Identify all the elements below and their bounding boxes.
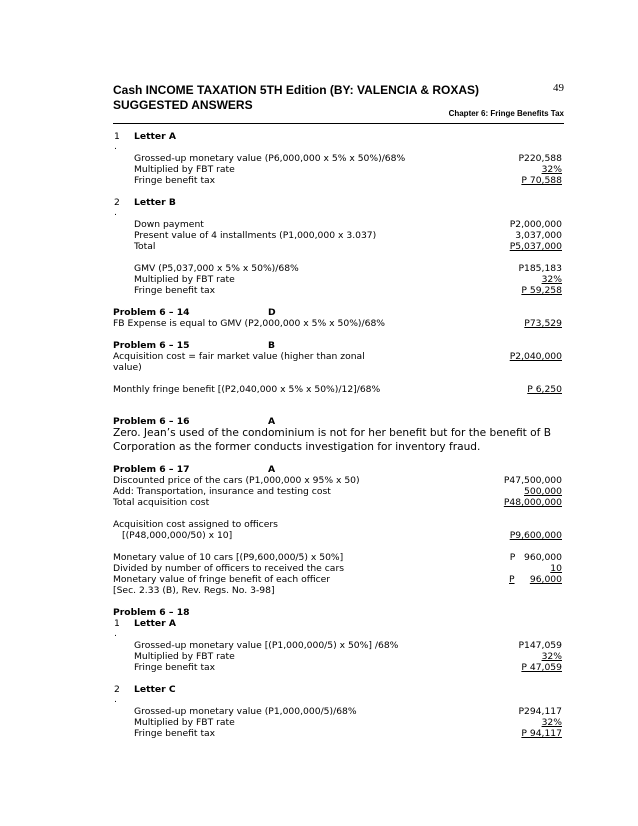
- explanation-text: Zero. Jean’s used of the condominium is not for her benefit but for the benefit of B: [113, 427, 552, 439]
- computation-label: Multiplied by FBT rate: [134, 651, 235, 662]
- computation-label: Fringe benefit tax: [134, 175, 216, 186]
- page-number: 49: [553, 82, 564, 94]
- answer-letter: Letter A: [134, 131, 176, 142]
- computation-value: 32%: [541, 164, 562, 175]
- computation-total: P 59,258: [521, 285, 562, 296]
- computation-value: 10: [550, 563, 562, 574]
- problem-answer: A: [268, 416, 276, 427]
- item-dot: .: [114, 628, 117, 639]
- problem-title: Problem 6 – 18: [113, 607, 190, 618]
- document-subtitle: SUGGESTED ANSWERS: [113, 98, 253, 112]
- computation-label: [(P48,000,000/50) x 10]: [122, 530, 233, 541]
- computation-value: P220,588: [518, 153, 562, 164]
- computation-value: P294,117: [518, 706, 562, 717]
- computation-label-cont: value): [113, 362, 142, 373]
- computation-label: Total: [134, 241, 156, 252]
- item-dot: .: [114, 694, 117, 705]
- problem-title: Problem 6 – 17: [113, 464, 190, 475]
- explanation-text: Corporation as the former conducts investigation for inventory fraud.: [113, 441, 481, 453]
- computation-label: Down payment: [134, 219, 204, 230]
- item-number: 2: [114, 197, 120, 208]
- computation-value: 500,000: [524, 486, 562, 497]
- computation-label: FB Expense is equal to GMV (P2,000,000 x 5% x 50%)/68%: [113, 318, 386, 329]
- computation-value: 3,037,000: [515, 230, 562, 241]
- computation-value: P2,000,000: [509, 219, 562, 230]
- computation-total: P73,529: [524, 318, 562, 329]
- computation-label: Fringe benefit tax: [134, 728, 216, 739]
- computation-label: Total acquisition cost: [113, 497, 210, 508]
- computation-value: 32%: [541, 651, 562, 662]
- computation-label: Acquisition cost = fair market value (higher than zonal: [113, 351, 365, 362]
- computation-label: Divided by number of officers to received the cars: [113, 563, 345, 574]
- computation-total: P 70,588: [521, 175, 562, 186]
- answer-letter: Letter A: [134, 618, 176, 629]
- computation-value: P185,183: [518, 263, 562, 274]
- computation-label: Monthly fringe benefit [(P2,040,000 x 5% x 50%)/12]/68%: [113, 384, 381, 395]
- problem-answer: B: [268, 340, 276, 351]
- computation-label: Fringe benefit tax: [134, 285, 216, 296]
- regulation-reference: [Sec. 2.33 (B), Rev. Regs. No. 3-98]: [113, 585, 275, 596]
- computation-label: Discounted price of the cars (P1,000,000 x 95% x 50): [113, 475, 360, 486]
- header-rule: [113, 123, 564, 124]
- problem-title: Problem 6 – 14: [113, 307, 190, 318]
- computation-total: P48,000,000: [503, 497, 562, 508]
- item-number: 2: [114, 684, 120, 695]
- computation-label: Multiplied by FBT rate: [134, 274, 235, 285]
- computation-total: P 47,059: [521, 662, 562, 673]
- computation-label: Monetary value of fringe benefit of each officer: [113, 574, 331, 585]
- computation-label: GMV (P5,037,000 x 5% x 50%)/68%: [134, 263, 299, 274]
- computation-value: P47,500,000: [503, 475, 562, 486]
- computation-label: Grossed-up monetary value [(P1,000,000/5) x 50%] /68%: [134, 640, 399, 651]
- computation-value: P 960,000: [509, 552, 562, 563]
- computation-label: Present value of 4 installments (P1,000,000 x 3.037): [134, 230, 377, 241]
- item-number: 1: [114, 618, 120, 629]
- chapter-title: Chapter 6: Fringe Benefits Tax: [448, 109, 564, 118]
- computation-label: Fringe benefit tax: [134, 662, 216, 673]
- computation-label: Multiplied by FBT rate: [134, 164, 235, 175]
- currency-symbol: P: [509, 574, 515, 585]
- computation-total: P2,040,000: [509, 351, 562, 362]
- computation-total: P 94,117: [521, 728, 562, 739]
- computation-value: P147,059: [518, 640, 562, 651]
- computation-value: 32%: [541, 274, 562, 285]
- computation-label: Multiplied by FBT rate: [134, 717, 235, 728]
- computation-total: P 6,250: [527, 384, 562, 395]
- computation-label: Grossed-up monetary value (P1,000,000/5)/68%: [134, 706, 357, 717]
- computation-total: P9,600,000: [509, 530, 562, 541]
- document-title: Cash INCOME TAXATION 5TH Edition (BY: VALENCIA & ROXAS): [113, 83, 479, 97]
- answer-letter: Letter B: [134, 197, 176, 208]
- computation-total: 96,000: [529, 574, 562, 585]
- computation-label: Grossed-up monetary value (P6,000,000 x 5% x 50%)/68%: [134, 153, 406, 164]
- computation-total: P5,037,000: [509, 241, 562, 252]
- item-number: 1: [114, 131, 120, 142]
- problem-answer: A: [268, 464, 276, 475]
- item-dot: .: [114, 141, 117, 152]
- item-dot: .: [114, 207, 117, 218]
- computation-label: Monetary value of 10 cars [(P9,600,000/5) x 50%]: [113, 552, 344, 563]
- computation-label: Add: Transportation, insurance and testing cost: [113, 486, 331, 497]
- problem-answer: D: [268, 307, 276, 318]
- computation-label: Acquisition cost assigned to officers: [113, 519, 278, 530]
- computation-value: 32%: [541, 717, 562, 728]
- problem-title: Problem 6 – 15: [113, 340, 190, 351]
- answer-letter: Letter C: [134, 684, 176, 695]
- problem-title: Problem 6 – 16: [113, 416, 190, 427]
